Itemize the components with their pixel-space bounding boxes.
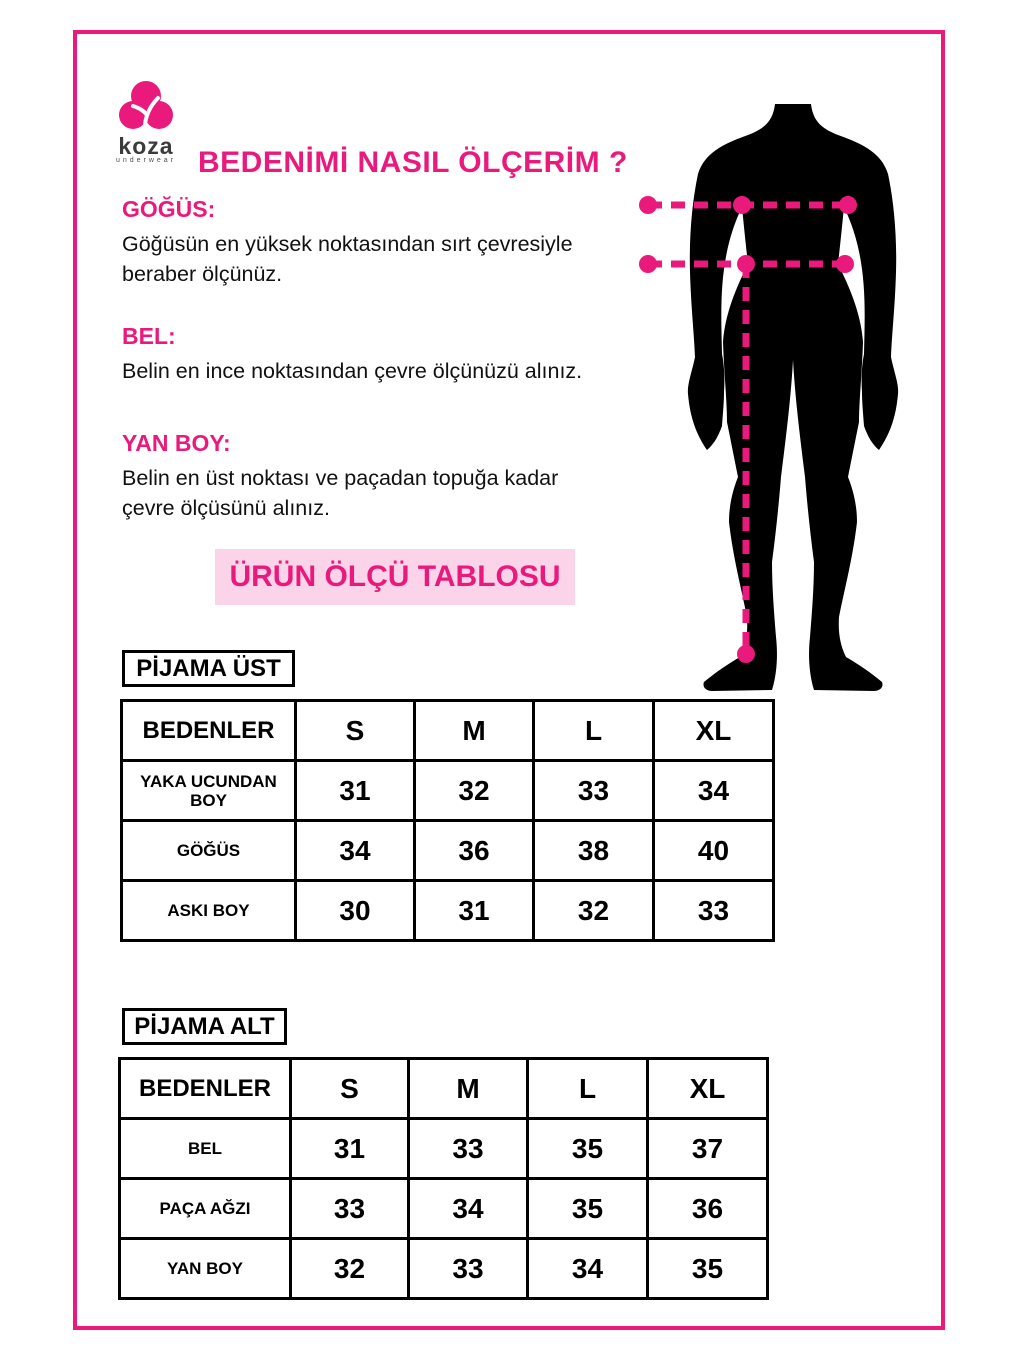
section-yanboy-body: Belin en üst noktası ve paçadan topuğa kadar çevre ölçüsünü alınız. [122, 466, 559, 520]
cell-value: 34 [296, 821, 415, 881]
cell-value: 35 [648, 1239, 768, 1299]
section-gogus-heading: GÖĞÜS: [122, 196, 216, 222]
cell-value: 34 [654, 761, 774, 821]
koza-trefoil-icon [118, 80, 174, 134]
cell-value: 32 [291, 1239, 409, 1299]
table-label-pijama-ust: PİJAMA ÜST [122, 650, 295, 687]
section-bel-heading: BEL: [122, 323, 176, 349]
table-row [120, 1239, 768, 1299]
section-bel-body: Belin en ince noktasından çevre ölçünüzü alınız. [122, 359, 583, 383]
table-row [122, 821, 774, 881]
row-label: GÖĞÜS [122, 821, 296, 881]
cell-value: 33 [291, 1179, 409, 1239]
col-header-s: S [291, 1059, 409, 1119]
section-gogus-body: Göğüsün en yüksek noktasından sırt çevresiyle beraber ölçünüz. [122, 232, 573, 286]
col-header-xl: XL [654, 701, 774, 761]
table-row [120, 1119, 768, 1179]
col-header-xl: XL [648, 1059, 768, 1119]
table-label-pijama-alt: PİJAMA ALT [122, 1008, 287, 1045]
row-label: PAÇA AĞZI [120, 1179, 291, 1239]
table-row [122, 761, 774, 821]
cell-value: 34 [528, 1239, 648, 1299]
table-row [122, 701, 774, 761]
cell-value: 33 [654, 881, 774, 941]
table-row [120, 1059, 768, 1119]
cell-value: 33 [409, 1239, 528, 1299]
body-silhouette-figure [600, 92, 960, 702]
cell-value: 37 [648, 1119, 768, 1179]
cell-value: 32 [534, 881, 654, 941]
cell-value: 36 [648, 1179, 768, 1239]
page-title: BEDENİMİ NASIL ÖLÇERİM ? [198, 146, 628, 179]
col-header-m: M [415, 701, 534, 761]
cell-value: 34 [409, 1179, 528, 1239]
cell-value: 38 [534, 821, 654, 881]
logo-sub-text: underwear [115, 157, 177, 164]
cell-value: 35 [528, 1119, 648, 1179]
col-header-l: L [534, 701, 654, 761]
col-header-bedenler: BEDENLER [120, 1059, 291, 1119]
row-label: ASKI BOY [122, 881, 296, 941]
row-label: BEL [120, 1119, 291, 1179]
size-table-pijama-ust [120, 699, 775, 942]
cell-value: 30 [296, 881, 415, 941]
section-gogus [122, 196, 602, 289]
cell-value: 31 [291, 1119, 409, 1179]
cell-value: 31 [415, 881, 534, 941]
col-header-bedenler: BEDENLER [122, 701, 296, 761]
koza-logo [114, 80, 178, 165]
size-table-pijama-alt [118, 1057, 769, 1300]
section-bel [122, 323, 602, 386]
cell-value: 33 [534, 761, 654, 821]
body-silhouette [688, 104, 898, 691]
cell-value: 35 [528, 1179, 648, 1239]
cell-value: 33 [409, 1119, 528, 1179]
cell-value: 32 [415, 761, 534, 821]
col-header-s: S [296, 701, 415, 761]
col-header-m: M [409, 1059, 528, 1119]
logo-brand-text: koza [118, 133, 174, 159]
table-row [120, 1179, 768, 1239]
size-table-banner: ÜRÜN ÖLÇÜ TABLOSU [215, 549, 575, 605]
cell-value: 31 [296, 761, 415, 821]
section-yanboy [122, 430, 602, 523]
table-row [122, 881, 774, 941]
row-label: YAN BOY [120, 1239, 291, 1299]
section-yanboy-heading: YAN BOY: [122, 430, 231, 456]
row-label: YAKA UCUNDAN BOY [122, 761, 296, 821]
col-header-l: L [528, 1059, 648, 1119]
cell-value: 40 [654, 821, 774, 881]
cell-value: 36 [415, 821, 534, 881]
